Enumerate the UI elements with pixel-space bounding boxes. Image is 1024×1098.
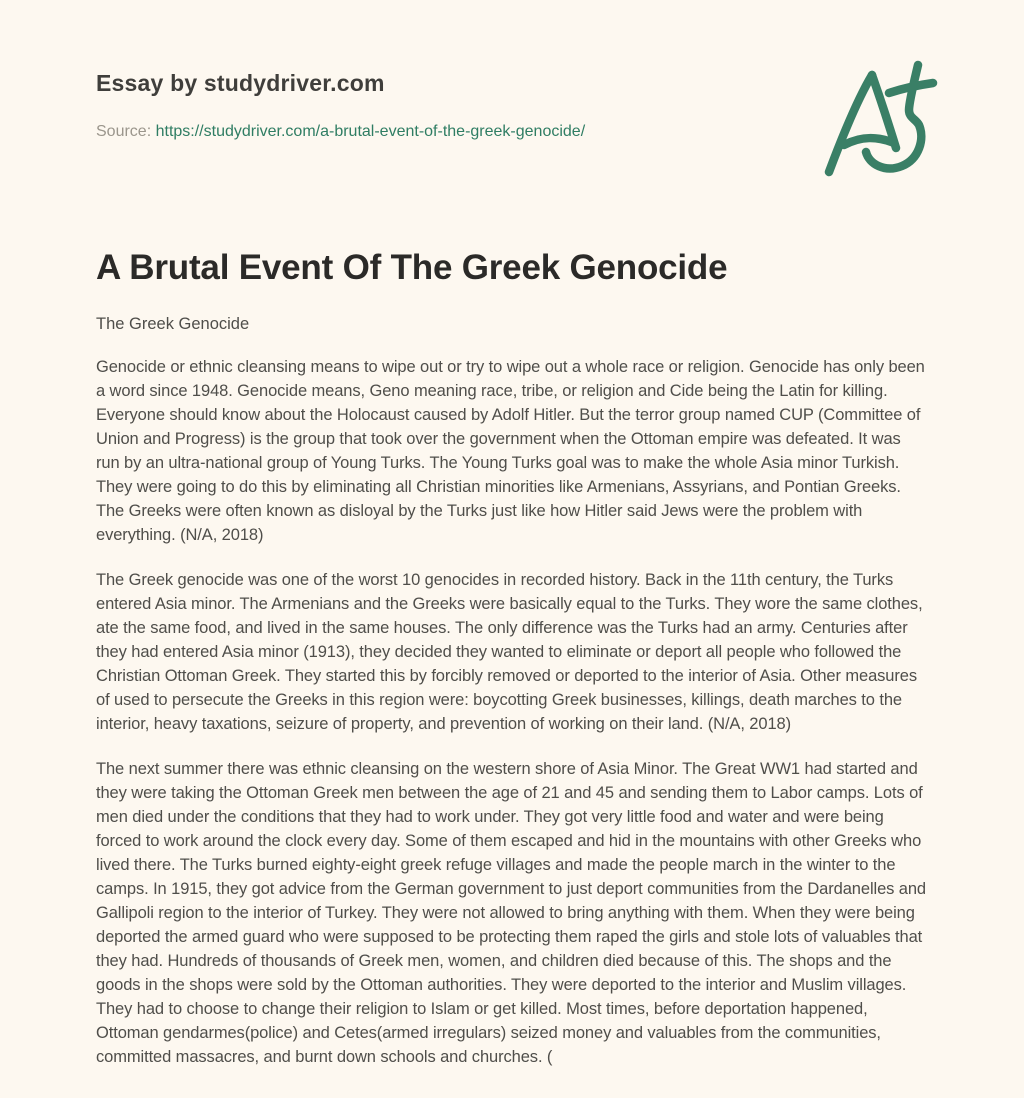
essay-subtitle: The Greek Genocide <box>96 315 250 333</box>
page-header <box>96 70 928 141</box>
essay-body <box>96 355 928 1069</box>
essay-title: A Brutal Event Of The Greek Genocide <box>96 248 728 287</box>
essay-paragraph: The next summer there was ethnic cleansing on the western shore of Asia Minor. The Great WW1 had started and they were taking the Ottoman Greek men between the age of 21 and 45 and sending them to Labor camps. Lots of men died under the conditions that they had to work under. They got very little food and water and were being forced to work around the clock every day. Some of them escaped and hid in the mountains with other Greeks who lived there. The Turks burned eighty-eight greek refuge villages and made the people march in the winter to the camps. In 1915, they got advice from the German government to just deport communities from the Dardanelles and Gallipoli region to the interior of Turkey. They were not allowed to bring anything with them. When they were being deported the armed guard who were supposed to be protecting them raped the girls and stole lots of valuables that they had. Hundreds of thousands of Greek men, women, and children died because of this. The shops and the goods in the shops were sold by the Ottoman authorities. They were deported to the interior and Muslim villages. They had to choose to change their religion to Islam or get killed. Most times, before deportation happened, Ottoman gendarmes(police) and Cetes(armed irregulars) seized money and valuables from the communities, committed massacres, and burnt down schools and churches. ( <box>96 760 927 1066</box>
a-plus-logo-icon <box>816 60 942 180</box>
essay-paragraph: Genocide or ethnic cleansing means to wipe out or try to wipe out a whole race or religion. Genocide has only been a word since 1948. Genocide means, Geno meaning race, tribe, or religion and Cide being the Latin for killing. Everyone should know about the Holocaust caused by Adolf Hitler. But the terror group named CUP (Committee of Union and Progress) is the group that took over the government when the Ottoman empire was defeated. It was run by an ultra-national group of Young Turks. The Young Turks goal was to make the whole Asia minor Turkish. They were going to do this by eliminating all Christian minorities like Armenians, Assyrians, and Pontian Greeks. The Greeks were often known as disloyal by the Turks just like how Hitler said Jews were the problem with everything. (N/A, 2018) <box>96 358 925 544</box>
source-line <box>96 123 928 141</box>
source-label: Source: <box>96 123 152 140</box>
byline: Essay by studydriver.com <box>96 70 385 96</box>
essay-paragraph: The Greek genocide was one of the worst 10 genocides in recorded history. Back in the 11th century, the Turks entered Asia minor. The Armenians and the Greeks were basically equal to the Turks. They wore the same clothes, ate the same food, and lived in the same houses. The only difference was the Turks had an army. Centuries after they had entered Asia minor (1913), they decided they wanted to eliminate or deport all people who followed the Christian Ottoman Greek. They started this by forcibly removed or deported to the interior of Asia. Other measures of used to persecute the Greeks in this region were: boycotting Greek businesses, killings, death marches to the interior, heavy taxations, seizure of property, and prevention of working on their land. (N/A, 2018) <box>96 571 923 733</box>
source-link[interactable]: https://studydriver.com/a-brutal-event-of-the-greek-genocide/ <box>155 123 586 140</box>
